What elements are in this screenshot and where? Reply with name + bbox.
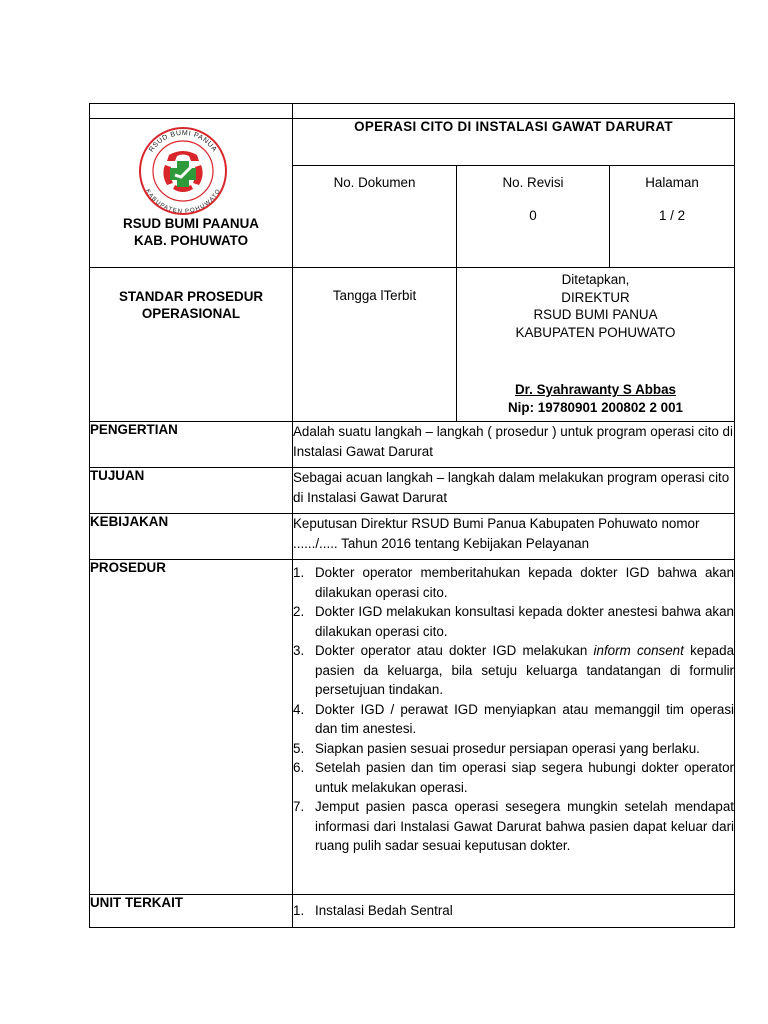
hospital-logo-icon: [135, 125, 231, 215]
hospital-name: RSUD BUMI PAANUA: [123, 216, 259, 231]
pengertian-row: [90, 422, 735, 468]
unit-list: [293, 901, 734, 921]
step-text-post: kepada pasien da keluarga, bila setuju keluarga tandatangan di formulir persetujuan tindakan.: [315, 643, 735, 697]
step-text: Dokter IGD / perawat IGD menyiapkan atau memanggil tim operasi dan tim anestesi.: [315, 701, 735, 736]
step-text-emphasis: inform consent: [593, 643, 684, 658]
step-number: 7.: [293, 799, 305, 814]
kebijakan-label: KEBIJAKAN: [90, 514, 293, 560]
approval-line4: KABUPATEN POHUWATO: [515, 324, 676, 340]
list-item: [293, 602, 734, 641]
logo-bottom-text: KABUPATEN POHUWATO: [143, 188, 223, 215]
hospital-cell: [90, 119, 293, 268]
page-cell: [610, 166, 735, 268]
page-label: Halaman: [645, 175, 699, 191]
director-nip: Nip: 19780901 200802 2 001: [508, 399, 683, 415]
step-number: 1.: [293, 565, 305, 580]
approval-line2: DIREKTUR: [561, 289, 630, 305]
top-spacer-row: [90, 104, 735, 119]
approval-cell: [457, 268, 735, 422]
page-value: 1 / 2: [658, 208, 686, 224]
list-item: [293, 901, 734, 921]
doc-number-cell: [293, 166, 457, 268]
kebijakan-row: [90, 514, 735, 560]
tujuan-text: Sebagai acuan langkah – langkah dalam melakukan program operasi cito di Instalasi Gawat Darurat: [293, 468, 735, 514]
step-text-pre: Dokter operator atau dokter IGD melakukan: [315, 643, 594, 658]
svg-text:KABUPATEN POHUWATO: [144, 188, 222, 215]
step-text: Dokter IGD melakukan konsultasi kepada dokter anestesi bahwa akan dilakukan operasi cito.: [315, 604, 735, 639]
step-number: 2.: [293, 604, 305, 619]
step-text: Dokter operator memberitahukan kepada dokter IGD bahwa akan dilakukan operasi cito.: [315, 565, 735, 600]
sop-label-line1: STANDAR PROSEDUR: [118, 289, 264, 304]
logo-top-text: RSUD BUMI PANUA: [148, 129, 218, 154]
step-text: Setelah pasien dan tim operasi siap segera hubungi dokter operator untuk melakukan operasi.: [315, 760, 735, 795]
sop-table: [89, 103, 735, 928]
director-name: Dr. Syahrawanty S Abbas: [515, 382, 676, 397]
revision-value: 0: [529, 208, 537, 224]
step-text: Jemput pasien pasca operasi sesegera mungkin setelah mendapat informasi dari Instalasi Gawat Darurat bahwa pasien dapat keluar dari ruang pulih sadar sesuai keputusan dokter.: [315, 799, 735, 853]
tujuan-label: TUJUAN: [90, 468, 293, 514]
sop-label-cell: [90, 268, 293, 422]
approval-line3: RSUD BUMI PANUA: [533, 307, 658, 322]
revision-label: No. Revisi: [502, 175, 564, 191]
prosedur-label: PROSEDUR: [90, 560, 293, 895]
approval-line1: Ditetapkan,: [561, 272, 630, 287]
list-item: [293, 641, 734, 700]
step-number: 5.: [293, 740, 305, 756]
step-number: 4.: [293, 701, 305, 717]
unit-cell: [293, 895, 735, 928]
list-item: [293, 739, 734, 759]
list-item: [293, 758, 734, 797]
svg-text:RSUD BUMI PANUA: [148, 130, 218, 154]
step-number: 3.: [293, 643, 305, 658]
prosedur-list: [293, 563, 734, 856]
issue-date-label: Tangga lTerbit: [332, 288, 417, 303]
list-item: [293, 797, 734, 856]
pengertian-text: Adalah suatu langkah – langkah ( prosedur ) untuk program operasi cito di Instalasi Gawat Darurat: [293, 422, 735, 468]
step-number: 6.: [293, 760, 305, 775]
doc-number-label: No. Dokumen: [333, 175, 416, 191]
unit-text: Instalasi Bedah Sentral: [315, 903, 453, 918]
sop-label-line2: OPERASIONAL: [141, 306, 241, 321]
spacer-cell-right: [293, 104, 735, 119]
step-text: Siapkan pasien sesuai prosedur persiapan operasi yang berlaku.: [315, 740, 700, 756]
prosedur-cell: [293, 560, 735, 895]
hospital-region: KAB. POHUWATO: [133, 233, 249, 248]
prosedur-row: [90, 560, 735, 895]
pengertian-label: PENGERTIAN: [90, 422, 293, 468]
issue-date-cell: [293, 268, 457, 422]
unit-row: [90, 895, 735, 928]
spacer-cell-left: [90, 104, 293, 119]
list-item: [293, 700, 734, 739]
document-title: OPERASI CITO DI INSTALASI GAWAT DARURAT: [293, 119, 735, 166]
kebijakan-text: Keputusan Direktur RSUD Bumi Panua Kabupaten Pohuwato nomor ....../..... Tahun 2016 tentang Kebijakan Pelayanan: [293, 514, 735, 560]
tujuan-row: [90, 468, 735, 514]
step-text: [315, 641, 734, 700]
revision-cell: [457, 166, 610, 268]
unit-number: 1.: [293, 903, 305, 918]
unit-label: UNIT TERKAIT: [90, 895, 293, 928]
list-item: [293, 563, 734, 602]
